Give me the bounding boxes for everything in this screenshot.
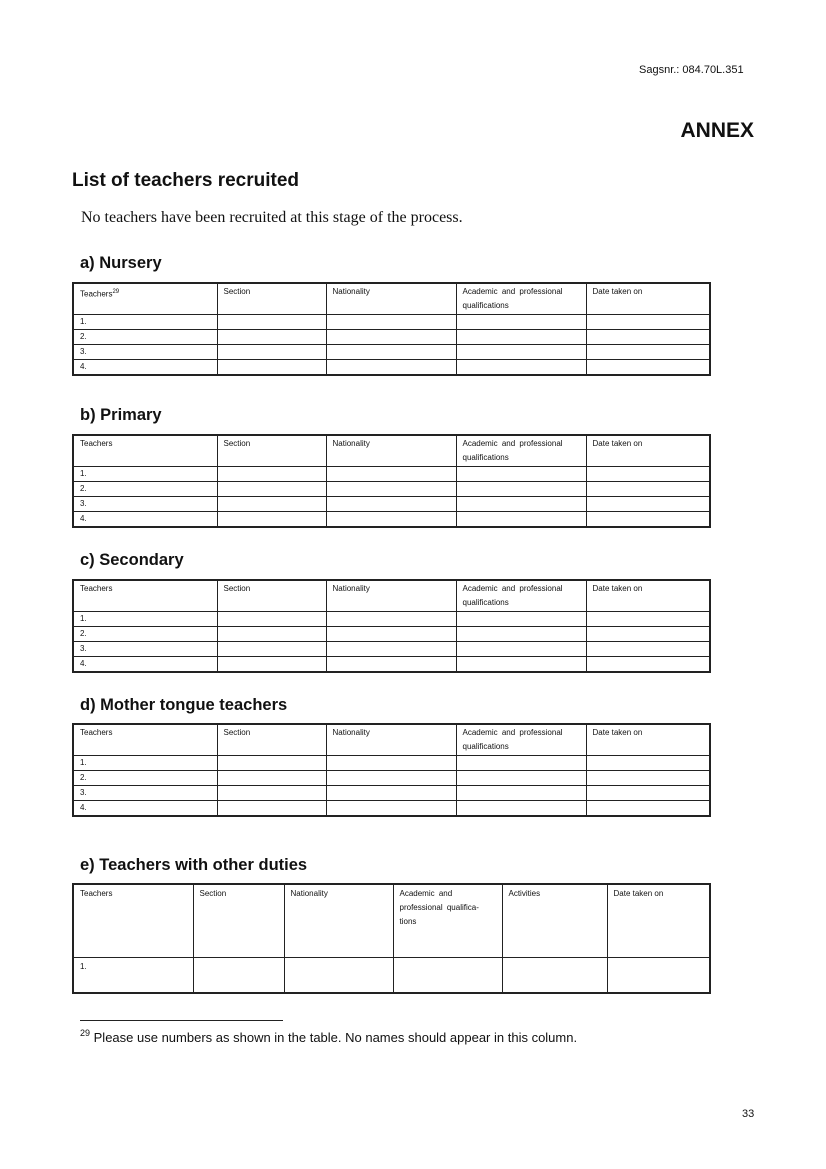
col-header-section: Section	[217, 435, 326, 467]
section-heading-secondary: c) Secondary	[80, 551, 184, 569]
col-header-date: Date taken on	[586, 435, 710, 467]
table-row	[73, 786, 710, 801]
footnote-ref: 29	[112, 289, 120, 295]
row-number: 1.	[73, 958, 193, 994]
col-header-nationality: Nationality	[326, 283, 456, 315]
col-header-section: Section	[193, 884, 284, 958]
footnote-text: Please use numbers as shown in the table. No names should appear in this column.	[93, 1030, 578, 1045]
table-row	[73, 756, 710, 771]
table-row	[73, 627, 710, 642]
intro-text: No teachers have been recruited at this stage of the process.	[81, 209, 463, 226]
footnote-mark: 29	[80, 1028, 91, 1038]
table-row	[73, 771, 710, 786]
row-number: 3.	[73, 642, 217, 657]
col-header-date: Date taken on	[586, 580, 710, 612]
row-number: 3.	[73, 345, 217, 360]
col-header-nationality: Nationality	[284, 884, 393, 958]
col-header-section: Section	[217, 724, 326, 756]
row-number: 4.	[73, 801, 217, 817]
row-number: 2.	[73, 330, 217, 345]
col-header-teachers: Teachers	[73, 580, 217, 612]
col-header-section: Section	[217, 580, 326, 612]
section-heading-primary: b) Primary	[80, 406, 162, 424]
row-number: 4.	[73, 512, 217, 528]
table-row	[73, 330, 710, 345]
table-row	[73, 315, 710, 330]
row-number: 3.	[73, 497, 217, 512]
row-number: 2.	[73, 627, 217, 642]
col-header-qualifications: Academic and professional qualifications	[456, 580, 586, 612]
col-header-activities: Activities	[502, 884, 607, 958]
col-header-teachers: Teachers$^{29}$	[73, 283, 217, 315]
section-heading-other-duties: e) Teachers with other duties	[80, 856, 308, 874]
col-header-qualifications: Academic and professional qualifications	[456, 435, 586, 467]
col-header-nationality: Nationality	[326, 435, 456, 467]
table-row	[73, 801, 710, 817]
col-header-section: Section	[217, 283, 326, 315]
row-number: 2.	[73, 482, 217, 497]
col-header-qualifications: Academic and professional qualifica-tions	[393, 884, 502, 958]
table-row	[73, 497, 710, 512]
reference-number: Sagsnr.: 084.70L.351	[639, 64, 744, 76]
row-number: 1.	[73, 315, 217, 330]
col-header-date: Date taken on	[586, 283, 710, 315]
row-number: 1.	[73, 612, 217, 627]
footnote	[80, 1028, 577, 1045]
table-row	[73, 958, 710, 994]
table-row	[73, 642, 710, 657]
col-header-teachers: Teachers	[73, 884, 193, 958]
row-number: 4.	[73, 657, 217, 673]
page-number: 33	[742, 1108, 755, 1120]
table-row	[73, 612, 710, 627]
annex-heading: ANNEX	[680, 119, 754, 142]
section-heading-nursery: a) Nursery	[80, 254, 162, 272]
other-duties-table	[72, 883, 711, 994]
col-header-teachers: Teachers	[73, 435, 217, 467]
footnote-divider	[80, 1020, 283, 1021]
row-number: 1.	[73, 756, 217, 771]
secondary-table	[72, 579, 711, 673]
table-row	[73, 345, 710, 360]
table-row	[73, 512, 710, 528]
row-number: 4.	[73, 360, 217, 376]
row-number: 1.	[73, 467, 217, 482]
table-row	[73, 360, 710, 376]
row-number: 3.	[73, 786, 217, 801]
col-header-teachers: Teachers	[73, 724, 217, 756]
table-row	[73, 657, 710, 673]
col-header-qualifications: Academic and professional qualifications	[456, 724, 586, 756]
col-header-date: Date taken on	[607, 884, 710, 958]
col-header-nationality: Nationality	[326, 580, 456, 612]
row-number: 2.	[73, 771, 217, 786]
primary-table	[72, 434, 711, 528]
table-row	[73, 482, 710, 497]
table-row	[73, 467, 710, 482]
col-header-nationality: Nationality	[326, 724, 456, 756]
nursery-table	[72, 282, 711, 376]
col-header-date: Date taken on	[586, 724, 710, 756]
mother-tongue-table	[72, 723, 711, 817]
col-header-qualifications: Academic and professional qualifications	[456, 283, 586, 315]
section-heading-mother-tongue: d) Mother tongue teachers	[80, 696, 288, 714]
page-title: List of teachers recruited	[72, 170, 300, 191]
